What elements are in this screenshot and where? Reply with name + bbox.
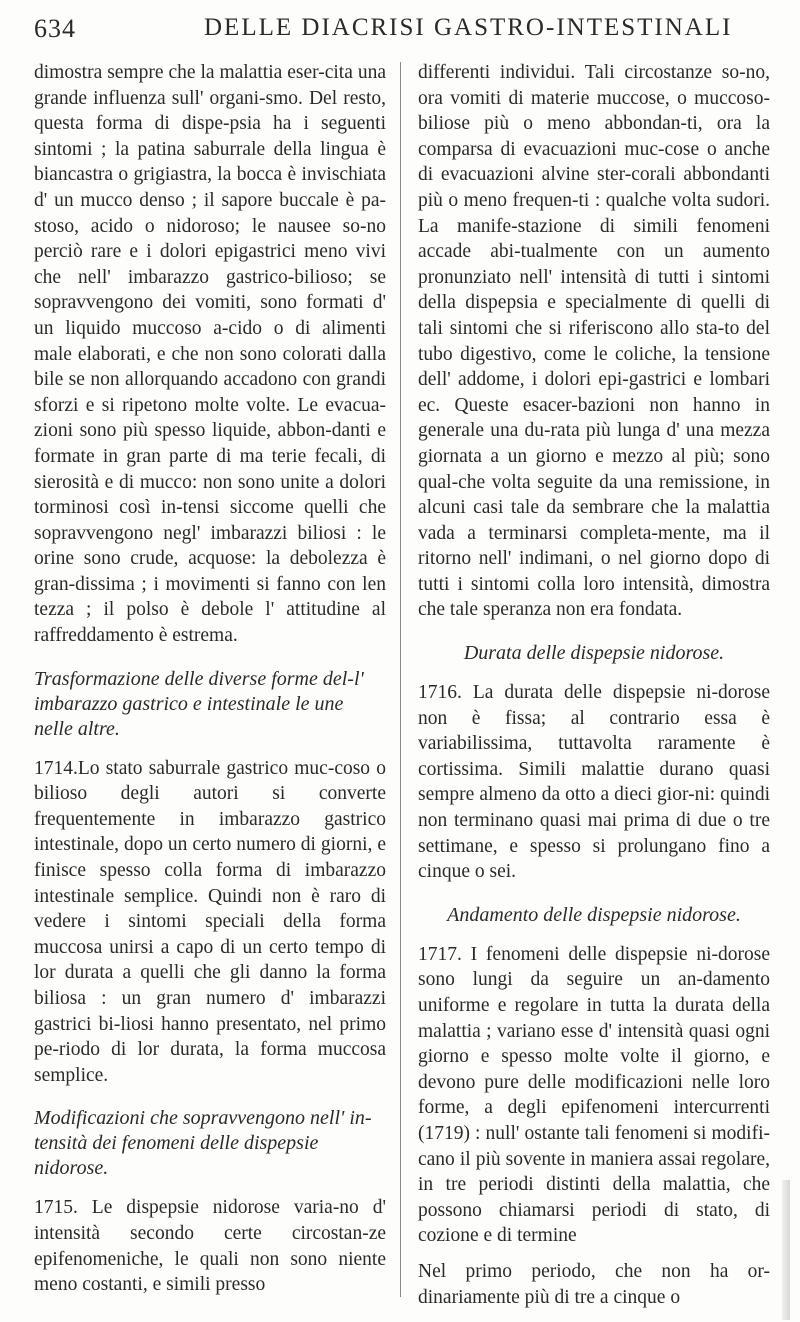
paragraph-text: Lo stato saburrale gastrico muc-coso o bilioso degli autori si converte frequentemente in imbarazzo gastrico intestinale, dopo un certo numero di giorni, e finisce spesso colla forma di imbarazzo intestinale semplice. Quindi non è raro di vedere i sintomi speciali della forma muccosa unirsi a capo di un certo tempo di lor durata a quelli che gli danno la forma biliosa : un gran numero d' imbarazzi gastrici bi-liosi hanno presentato, nel primo pe-riodo di lor durata, la forma muccosa semplice. xyxy=(34,757,386,1086)
right-column xyxy=(418,60,770,1320)
section-heading: Andamento delle dispepsie nidorose. xyxy=(447,903,741,926)
paragraph xyxy=(34,756,386,1089)
paragraph-number: 1716. xyxy=(418,682,462,704)
paragraph-text: I fenomeni delle dispepsie ni-dorose sono lungi da seguire un an-damento uniforme e regolare in tutta la durata della malattia ; variano esse d' intensità quasi ogni giorno e spesso molte volte il giorno, e devono pure delle modificazioni nelle loro forme, a degli epifenomeni intercurrenti (1719) : null' ostante tali fenomeni si modifi-cano il più sovente in maniera assai regolare, in tre periodi distinti della malattia, che possono chiamarsi periodi di stato, di cozione e di termine xyxy=(418,943,771,1247)
column-divider xyxy=(400,62,401,1297)
paragraph xyxy=(418,680,770,885)
page-edge-shadow xyxy=(782,1180,790,1320)
paragraph-number: 1717. xyxy=(418,943,462,965)
paragraph-text: La durata delle dispepsie ni-dorose non è fissa; al contrario essa è variabilissima, tuttavolta raramente è cortissima. Simili malattie durano quasi sempre almeno da otto a dieci gior-ni: quindi non terminano quasi mai prima di due o tre settimane, e spesso si prolungano fino a cinque o sei. xyxy=(418,682,771,883)
page-number: 634 xyxy=(34,14,76,43)
paragraph-text: Le dispepsie nidorose varia-no d' intensità secondo certe circostan-ze epifenomeniche, le quali non sono niente meno costanti, e simili presso xyxy=(34,1197,386,1296)
paragraph xyxy=(418,942,770,1249)
paragraph-number: 1714. xyxy=(34,757,78,779)
section-heading: Trasformazione delle diverse forme del-l' imbarazzo gastrico e intestinale le une nelle altre. xyxy=(34,667,364,740)
left-column xyxy=(34,60,386,1308)
section-heading: Durata delle dispepsie nidorose. xyxy=(463,642,725,665)
section-heading: Modificazioni che sopravvengono nell' in-tensità dei fenomeni delle dispepsie nidorose. xyxy=(34,1107,372,1180)
paragraph: differenti individui. Tali circostanze so-no, ora vomiti di materie muccose, o muccoso-biliose più o meno abbondan-ti, ora la comparsa di evacuazioni muc-cose o anche di evacuazioni alvine ster-corali abbondanti più o meno frequen-ti : qualche volta sudori. La manife-stazione di simili fenomeni accade abi-tualmente con un aumento pronunziato nell' intensità di tutti i sintomi della dispepsia e specialmente di quelli di tali sintomi che si riferiscono allo sta-to del tubo digestivo, come le coliche, la tensione dell' addome, i dolori epi-gastrici e lombari ec. Queste esacer-bazioni non hanno in generale una du-rata più lunga d' una mezza giornata a un giorno e mezzo al più; sono qual-che volta seguite da una remissione, in alcuni casi tale da sembrare che la malattia vada a terminarsi completa-mente, ma il ritorno nell' indimani, o nel giorno dopo di tutti i sintomi colla loro intensità, dimostra che tale speranza non era fondata. xyxy=(418,62,770,621)
paragraph: Nel primo periodo, che non ha or-dinariamente più di tre a cinque o xyxy=(418,1260,770,1308)
paragraph xyxy=(34,1195,386,1297)
running-title: DELLE DIACRISI GASTRO-INTESTINALI xyxy=(204,14,733,41)
paragraph-number: 1715. xyxy=(34,1197,78,1219)
page-header xyxy=(34,10,774,54)
paragraph: dimostra sempre che la malattia eser-cita una grande influenza sull' organi-smo. Del resto, questa forma di dispe-psia ha i seguenti sintomi ; la patina saburrale della lingua è biancastra o grigiastra, la bocca è invischiata d' un mucco denso ; il sapore buccale è pa-stoso, acido o nidoroso; le nausee so-no perciò rare e i dolori epigastrici meno vivi che nell' imbarazzo gastrico-bilioso; se sopravvengono dei vomiti, sono formati d' un liquido muccoso a-cido o di alimenti male elaborati, e che non sono colorati dalla bile se non allorquando accadono con grandi sforzi e si ripetono molte volte. Le evacua-zioni sono più spesso liquide, abbon-danti e formate in gran parte di ma terie fecali, di sierosità e di mucco: non sono unite a dolori torminosi così in-tensi siccome quelli che sopravvengono negl' imbarazzi biliosi : le orine sono crude, acquose: la debolezza è gran-dissima ; i movimenti si fanno con len tezza ; il polso è debole l' attitudine al raffreddamento è estrema. xyxy=(34,62,386,647)
